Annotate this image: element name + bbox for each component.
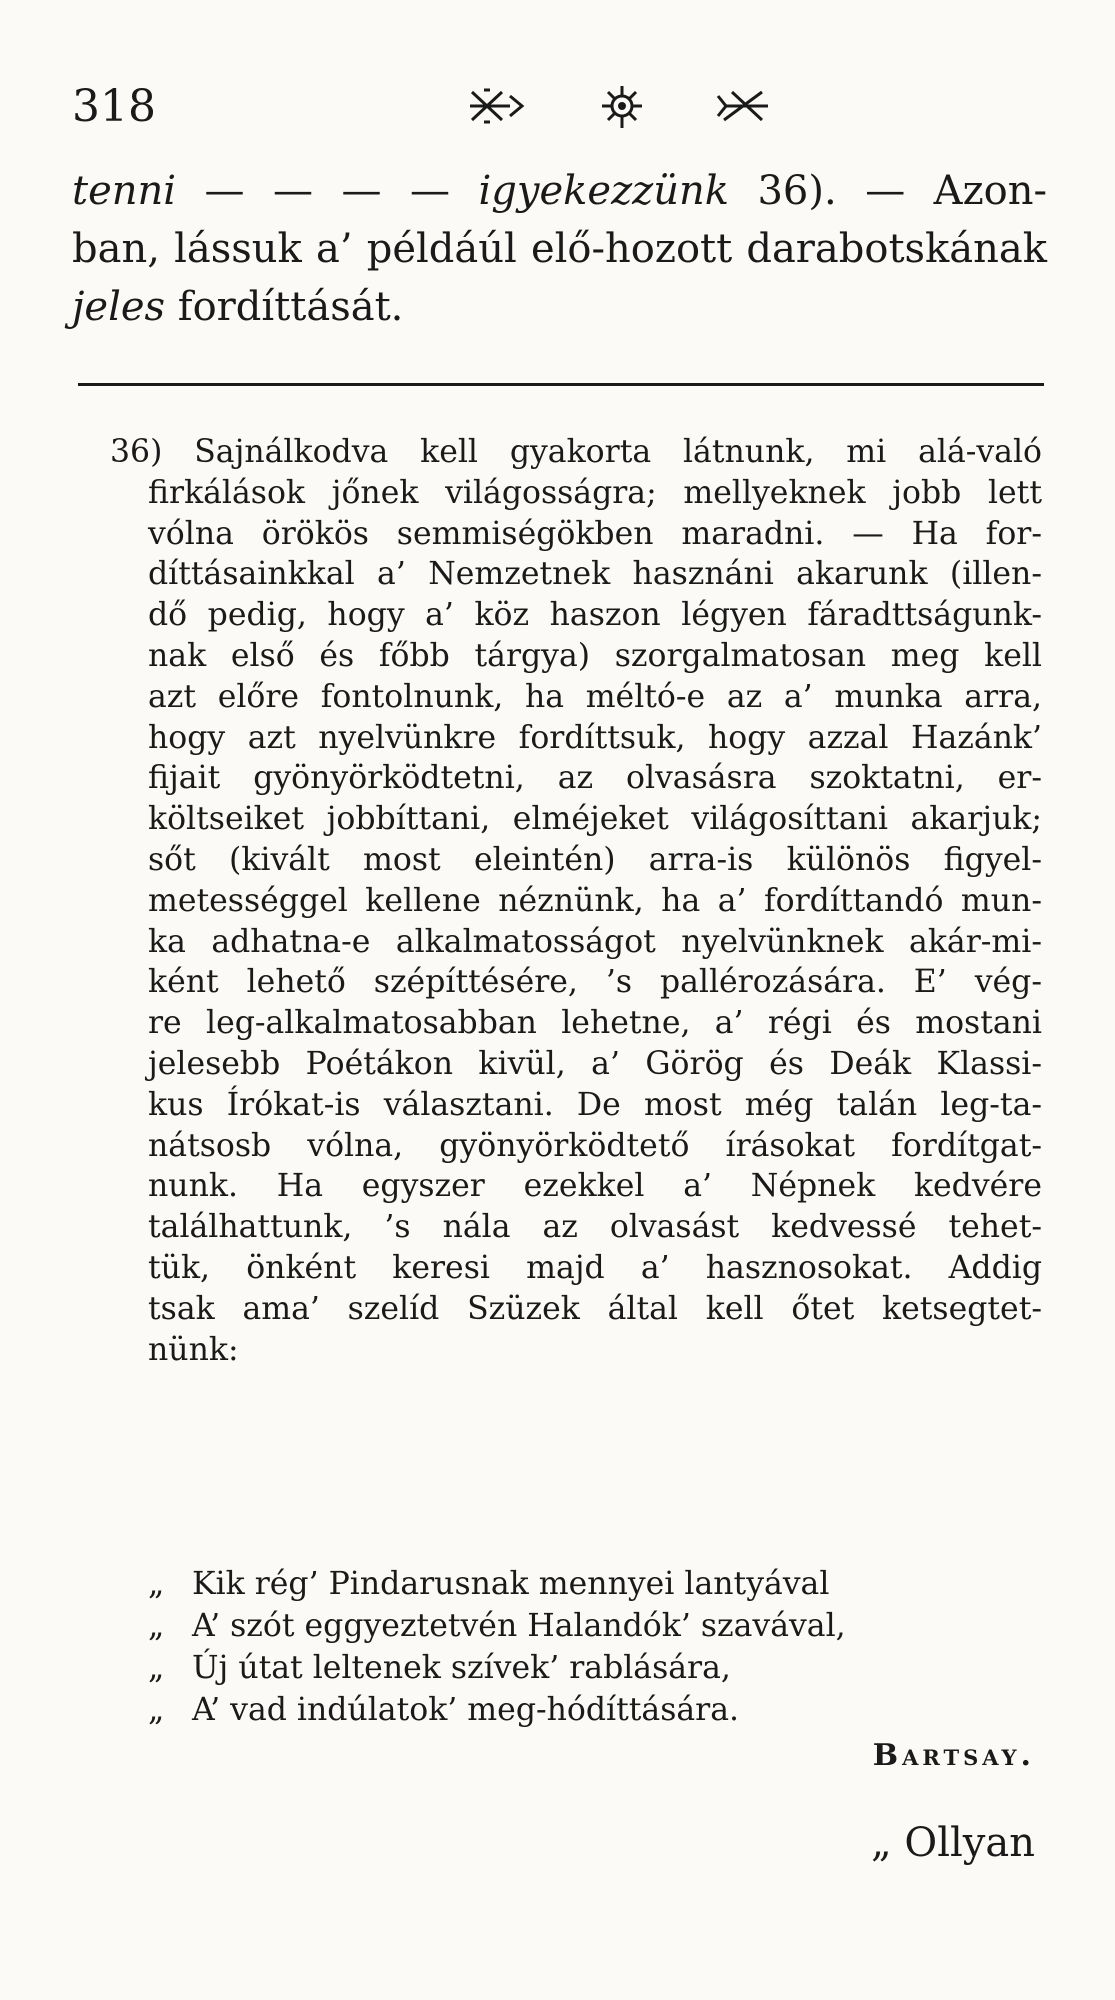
footnote-line: hogy azt nyelvünkre fordíttsuk, hogy azzal Hazánk’ [148, 719, 1042, 756]
footnote-line: azt előre fontolnunk, ha méltó-e az a’ munka arra, [148, 678, 1042, 715]
footnote-line: tük, önként keresi majd a’ hasznosokat. Addig [148, 1249, 1042, 1286]
footnote-divider [78, 383, 1044, 386]
main-text-line: ban, lássuk a’ példáúl elő-hozott darabotskának [72, 226, 1047, 272]
footnote-line: metességgel kellene néznünk, ha a’ fordíttandó mun- [148, 882, 1042, 919]
footnote-line: firkálások jőnek világosságra; mellyeknek jobb lett [148, 474, 1042, 511]
footnote-line: jelesebb Poétákon kivül, a’ Görög és Deák Klassi- [148, 1045, 1042, 1082]
footnote-line: nak első és főbb tárgya) szorgalmatosan meg kell [148, 637, 1042, 674]
footnote-line: fijait gyönyörködtetni, az olvasásra szoktatni, er- [148, 760, 1042, 797]
footnote-line: dő pedig, hogy a’ köz haszon légyen fáradttságunk- [148, 597, 1042, 634]
footnote-line: sőt (kivált most eleintén) arra-is különös figyel- [148, 841, 1042, 878]
footnote-line: nünk: [148, 1331, 239, 1368]
main-text [72, 162, 1047, 336]
footnote-line: re leg-alkalmatosabban lehetne, a’ régi és mostani [148, 1005, 1042, 1042]
footnote-line: 36) Sajnálkodva kell gyakorta látnunk, mi alá-való [110, 434, 1042, 470]
footnote-line: tsak ama’ szelíd Szüzek által kell őtet ketsegtet- [148, 1290, 1042, 1327]
footnote-line: ka adhatna-e alkalmatosságot nyelvünknek akár-mi- [148, 923, 1042, 960]
verse-line: „ Kik rég’ Pindarusnak mennyei lantyával [148, 1566, 830, 1602]
main-text-line: tenni — — — — igyekezzünk 36). — Azon- [72, 168, 1047, 214]
footnote-line: kus Írókat-is választani. De most még talán leg-ta- [148, 1086, 1042, 1123]
catchword: „ Ollyan [870, 1820, 1035, 1866]
verse-line: „ Új útat leltenek szívek’ rablására, [148, 1650, 731, 1686]
footnote-line: díttásainkkal a’ Nemzetnek hasznáni akarunk (illen- [148, 556, 1042, 593]
author-signature: Bartsay. [872, 1738, 1035, 1773]
printers-ornament-icon [462, 82, 782, 132]
verse-line: „ A’ szót eggyeztetvén Halandók’ szavával, [148, 1608, 846, 1644]
footnote-line: találhattunk, ’s nála az olvasást kedvessé tehet- [148, 1209, 1042, 1246]
footnote [110, 432, 1042, 1370]
verse-line: „ A’ vad indúlatok’ meg-hódíttására. [148, 1692, 740, 1728]
footnote-line: költseiket jobbíttani, elméjeket világosíttani akarjuk; [148, 801, 1042, 838]
running-header [72, 82, 1052, 132]
verse-quotation [148, 1563, 846, 1731]
main-text-line: jeles fordíttását. [72, 284, 404, 330]
footnote-line: ként lehető szépíttésére, ’s pallérozására. E’ vég- [148, 964, 1042, 1001]
footnote-line: nunk. Ha egyszer ezekkel a’ Népnek kedvére [148, 1168, 1042, 1205]
footnote-line: nátsosb vólna, gyönyörködtető írásokat fordítgat- [148, 1127, 1042, 1164]
footnote-line: vólna örökös semmiségökben maradni. — Ha for- [148, 515, 1042, 552]
page-number: 318 [72, 81, 156, 132]
